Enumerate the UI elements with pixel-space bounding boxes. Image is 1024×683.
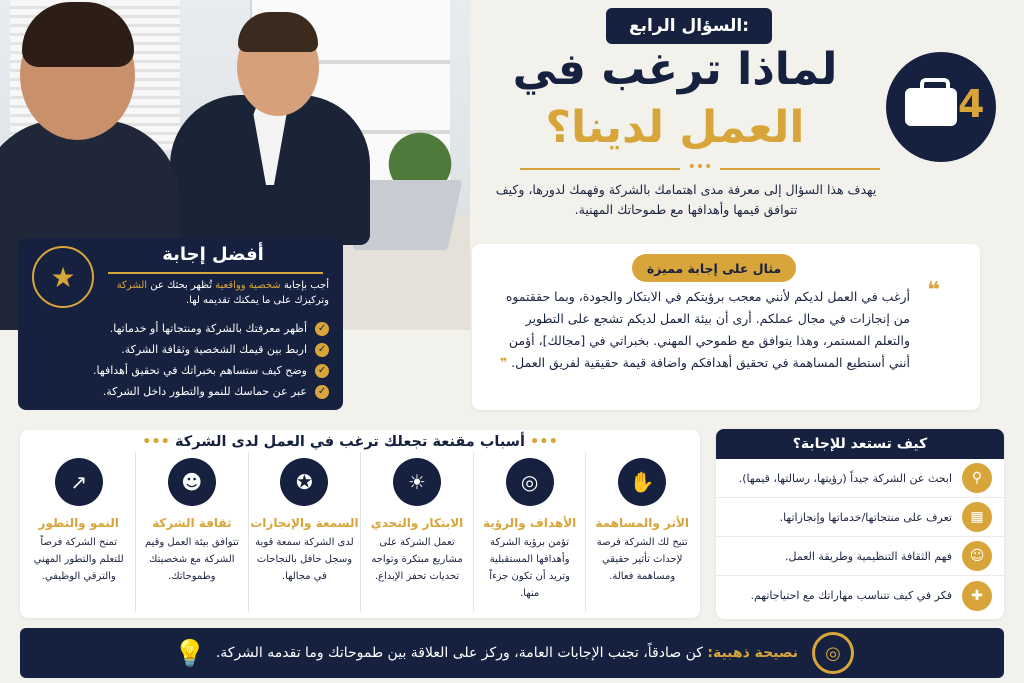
briefcase-icon: [905, 88, 957, 126]
best-answer-title: أفضل إجابة: [162, 244, 264, 265]
people-icon: ☺: [962, 541, 992, 571]
reason-card: [585, 452, 698, 612]
page-title-line1: لماذا ترغب في: [512, 44, 838, 95]
lightbulb-icon: ☀: [393, 458, 441, 506]
reason-text: تتيح لك الشركة فرصة لإحداث تأثير حقيقي ومساهمة فعالة.: [596, 537, 688, 582]
title-underline: [108, 272, 323, 274]
search-icon: ⚲: [962, 463, 992, 493]
example-label: مثال على إجابة مميزة: [632, 254, 796, 282]
question-number: 4: [958, 82, 985, 126]
reason-card: [22, 452, 135, 612]
list-item: ✓ أظهر معرفتك بالشركة ومنتجاتها أو خدماتها.: [29, 318, 329, 339]
prepare-item-text: ابحث عن الشركة جيداً (رؤيتها، رسالتها، قيمها).: [738, 471, 952, 485]
building-icon: ▦: [962, 502, 992, 532]
intro-text: يهدف هذا السؤال إلى معرفة مدى اهتمامك بالشركة وفهمك لدورها، وكيف تتوافق قيمها وأهدافها مع طموحاتك المهنية.: [495, 182, 877, 217]
reason-text: تؤمن برؤية الشركة وأهدافها المستقبلية وتريد أن تكون جزءاً منها.: [489, 537, 571, 599]
reason-text: لدى الشركة سمعة قوية وسجل حافل بالنجاحات في مجالها.: [255, 537, 354, 582]
growth-chart-icon: ↗: [55, 458, 103, 506]
reason-text: تتوافق بيئة العمل وقيم الشركة مع شخصيتك وطموحاتك.: [144, 537, 239, 582]
example-text: أرغب في العمل لديكم لأنني معجب برؤيتكم في الابتكار والجودة، وبما حققتموه من إنجازات في مجال عملكم. أرى أن بيئة العمل لديكم تشجع على التطوير والتعلم المستمر، وهذا يتوافق مع طموحي المهني. بخبراتي في [مجالك]، أؤمن أنني أستطيع المساهمة في تحقيق أهدافكم واضافة قيمة حقيقية لفريق العمل. ❞: [499, 289, 910, 370]
title-divider: •••: [520, 168, 880, 170]
question-number-badge: [886, 52, 996, 162]
golden-tip-bar: [20, 628, 1004, 678]
target-icon: ◎: [506, 458, 554, 506]
hands-icon: ✋: [618, 458, 666, 506]
reason-card: [473, 452, 586, 612]
lightbulb-icon: 💡: [173, 639, 207, 669]
award-icon: ✪: [280, 458, 328, 506]
reason-card: [360, 452, 473, 612]
reason-title: الأثر والمساهمة: [595, 516, 690, 530]
tip-text: نصيحة ذهبية: كن صادقاً، تجنب الإجابات العامة، وركز على العلاقة بين طموحاتك وما تقدمه الشركة.: [215, 645, 798, 661]
check-icon: ✓: [315, 343, 329, 357]
best-answer-list: [29, 318, 329, 402]
check-icon: ✓: [315, 322, 329, 336]
reason-text: تمنح الشركة فرصاً للتعلم والتطور المهني والترقي الوظيفي.: [33, 537, 124, 582]
list-item: ✓ اربط بين قيمك الشخصية وثقافة الشركة.: [29, 339, 329, 360]
prepare-item: [716, 498, 1004, 537]
best-answer-lead: أجب بإجابة شخصية وواقعية تُظهر بحثك عن الشركة وتركيزك على ما يمكنك تقديمه لها.: [116, 280, 329, 306]
question-badge: السؤال الرابع:: [606, 8, 772, 44]
quote-icon: ❝: [927, 278, 940, 303]
reason-title: السمعة والإنجازات: [250, 516, 359, 530]
list-item: ✓ وضح كيف ستساهم بخبراتك في تحقيق أهدافها.: [29, 360, 329, 381]
example-answer-panel: [472, 244, 980, 410]
check-icon: ✓: [315, 364, 329, 378]
check-icon: ✓: [315, 385, 329, 399]
prepare-item: [716, 459, 1004, 498]
prepare-item-text: فهم الثقافة التنظيمية وطريقة العمل.: [785, 549, 952, 563]
prepare-title: كيف تستعد للإجابة؟: [716, 429, 1004, 459]
reason-title: الأهداف والرؤية: [482, 516, 577, 530]
star-medal-icon: ★: [32, 246, 94, 308]
team-icon: ☻: [168, 458, 216, 506]
reason-text: تعمل الشركة على مشاريع مبتكرة وتواجه تحديات تحفز الإبداع.: [371, 537, 463, 582]
prepare-item: [716, 537, 1004, 576]
prepare-item-text: فكر في كيف تتناسب مهاراتك مع احتياجاتهم.: [750, 589, 952, 602]
reasons-cards: [22, 452, 698, 612]
puzzle-icon: ✚: [962, 581, 992, 611]
page-title-line2: العمل لدينا؟: [545, 102, 805, 153]
reason-title: الابتكار والتحدي: [370, 516, 464, 530]
prepare-item: [716, 576, 1004, 615]
prepare-item-text: تعرف على منتجاتها/خدماتها وإنجازاتها.: [779, 510, 952, 524]
prepare-panel: [716, 429, 1004, 619]
best-answer-panel: [18, 238, 343, 410]
reason-title: النمو والتطور: [38, 516, 119, 530]
reason-card: [135, 452, 248, 612]
reasons-title: ••• أسباب مقنعة تجعلك ترغب في العمل لدى الشركة •••: [142, 434, 558, 450]
reason-title: ثقافة الشركة: [152, 516, 232, 530]
target-icon: ◎: [812, 632, 854, 674]
reason-card: [248, 452, 361, 612]
list-item: ✓ عبر عن حماسك للنمو والتطور داخل الشركة.: [29, 381, 329, 402]
quote-end-icon: ❞: [499, 355, 508, 370]
